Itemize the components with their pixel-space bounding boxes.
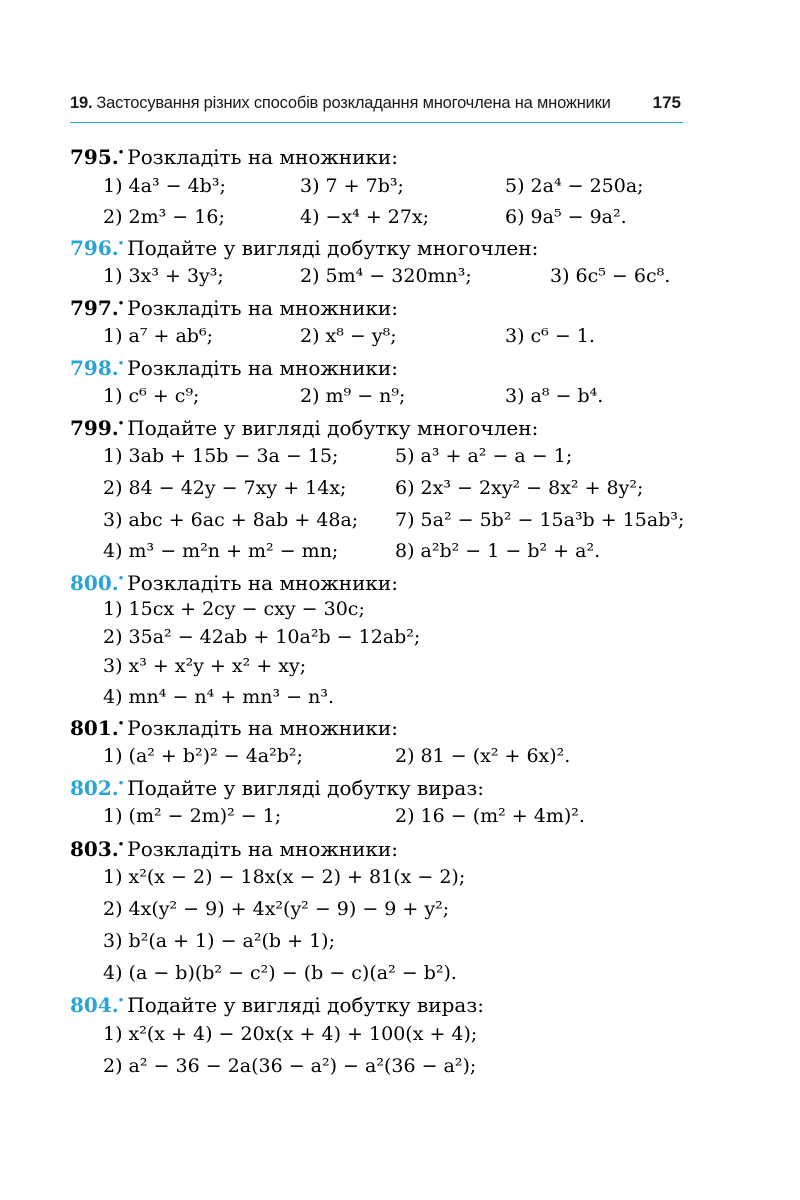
list-item: 1) (m² − 2m)² − 1;	[103, 805, 282, 827]
page-header	[70, 92, 683, 123]
page-number: 175	[652, 93, 681, 112]
list-item: 2) 2m³ − 16;	[103, 206, 225, 228]
task-799: 799.• Подайте у вигляді добутку многочлен:	[70, 415, 539, 440]
list-item: 1) 15cx + 2cy − cxy − 30c;	[103, 598, 365, 620]
task-796: 796.• Подайте у вигляді добутку многочлен:	[70, 235, 539, 260]
section-title: 19. Застосування різних способів розкладання многочлена на множники	[70, 94, 611, 112]
list-item: 1) x²(x − 2) − 18x(x − 2) + 81(x − 2);	[103, 866, 466, 888]
list-item: 7) 5a² − 5b² − 15a³b + 15ab³;	[395, 509, 685, 531]
list-item: 6) 2x³ − 2xy² − 8x² + 8y²;	[395, 477, 644, 499]
task-801: 801.• Розкладіть на множники:	[70, 715, 399, 740]
list-item: 5) a³ + a² − a − 1;	[395, 445, 573, 467]
list-item: 2) 81 − (x² + 6x)².	[395, 745, 571, 767]
list-item: 3) x³ + x²y + x² + xy;	[103, 655, 307, 677]
task-800: 800.• Розкладіть на множники:	[70, 570, 399, 595]
list-item: 3) a⁸ − b⁴.	[505, 385, 604, 407]
list-item: 1) (a² + b²)² − 4a²b²;	[103, 745, 303, 767]
list-item: 2) m⁹ − n⁹;	[300, 385, 406, 407]
task-795: 795.• Розкладіть на множники:	[70, 144, 399, 169]
list-item: 1) c⁶ + c⁹;	[103, 385, 200, 407]
list-item: 2) 5m⁴ − 320mn³;	[300, 265, 472, 287]
list-item: 3) abc + 6ac + 8ab + 48a;	[103, 509, 359, 531]
task-804: 804.• Подайте у вигляді добутку вираз:	[70, 992, 484, 1017]
list-item: 8) a²b² − 1 − b² + a².	[395, 540, 601, 562]
list-item: 2) 84 − 42y − 7xy + 14x;	[103, 477, 347, 499]
list-item: 1) x²(x + 4) − 20x(x + 4) + 100(x + 4);	[103, 1023, 478, 1045]
list-item: 4) (a − b)(b² − c²) − (b − c)(a² − b²).	[103, 962, 457, 984]
list-item: 5) 2a⁴ − 250a;	[505, 175, 644, 197]
list-item: 4) m³ − m²n + m² − mn;	[103, 540, 339, 562]
list-item: 2) 4x(y² − 9) + 4x²(y² − 9) − 9 + y²;	[103, 898, 450, 920]
list-item: 2) a² − 36 − 2a(36 − a²) − a²(36 − a²);	[103, 1055, 477, 1077]
list-item: 3) c⁶ − 1.	[505, 325, 595, 347]
task-803: 803.• Розкладіть на множники:	[70, 836, 399, 861]
list-item: 3) 7 + 7b³;	[300, 175, 404, 197]
list-item: 1) 3ab + 15b − 3a − 15;	[103, 445, 339, 467]
list-item: 2) 35a² − 42ab + 10a²b − 12ab²;	[103, 626, 421, 648]
task-802: 802.• Подайте у вигляді добутку вираз:	[70, 775, 484, 800]
list-item: 3) 6c⁵ − 6c⁸.	[550, 265, 671, 287]
list-item: 6) 9a⁵ − 9a².	[505, 206, 627, 228]
list-item: 3) b²(a + 1) − a²(b + 1);	[103, 930, 335, 952]
list-item: 1) 3x³ + 3y³;	[103, 265, 224, 287]
list-item: 4) mn⁴ − n⁴ + mn³ − n³.	[103, 686, 335, 708]
list-item: 2) x⁸ − y⁸;	[300, 325, 397, 347]
task-797: 797.• Розкладіть на множники:	[70, 295, 399, 320]
list-item: 4) −x⁴ + 27x;	[300, 206, 430, 228]
list-item: 2) 16 − (m² + 4m)².	[395, 805, 585, 827]
list-item: 1) a⁷ + ab⁶;	[103, 325, 213, 347]
task-798: 798.• Розкладіть на множники:	[70, 355, 399, 380]
list-item: 1) 4a³ − 4b³;	[103, 175, 226, 197]
